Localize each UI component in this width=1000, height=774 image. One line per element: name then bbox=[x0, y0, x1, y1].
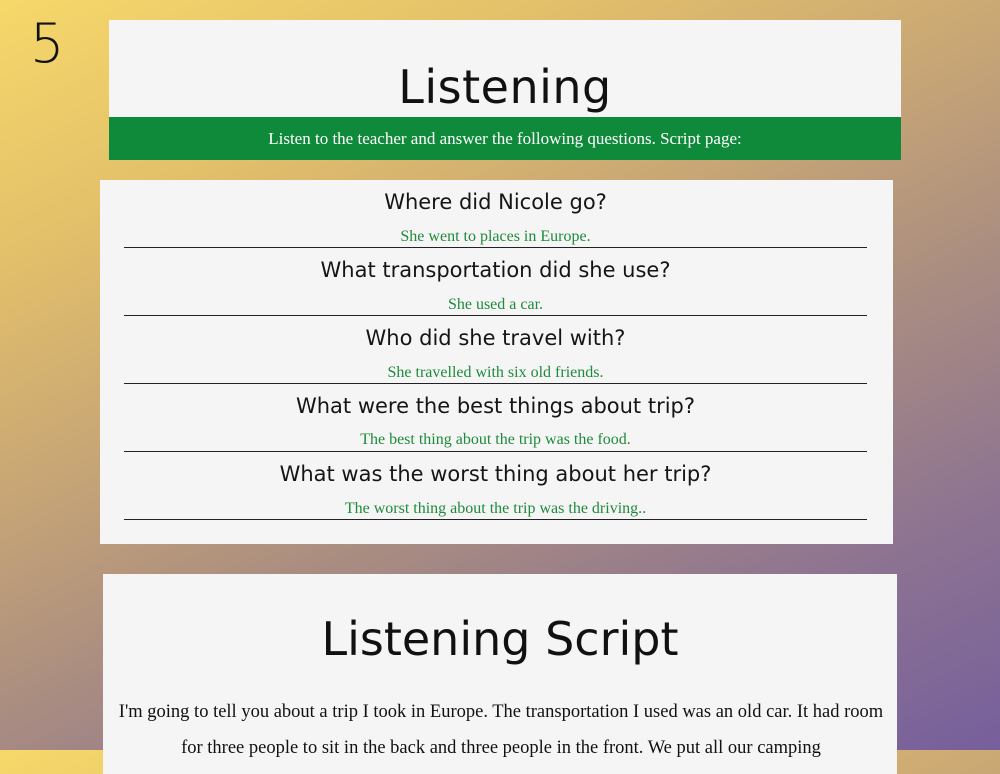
listening-script-card bbox=[103, 574, 897, 774]
page-number: 5 bbox=[30, 12, 65, 75]
answer-line bbox=[124, 519, 867, 520]
question-text: Where did Nicole go? bbox=[384, 190, 607, 214]
question-item bbox=[124, 316, 867, 384]
answer-text: She went to places in Europe. bbox=[400, 228, 591, 245]
script-title: Listening Script bbox=[321, 612, 679, 666]
question-item bbox=[124, 384, 867, 452]
answer-text: The best thing about the trip was the food. bbox=[360, 431, 631, 448]
question-item bbox=[124, 452, 867, 520]
question-text: Who did she travel with? bbox=[365, 326, 626, 350]
answer-text: She travelled with six old friends. bbox=[387, 364, 604, 381]
script-body-text: I'm going to tell you about a trip I took in Europe. The transportation I used was an old car. It had room for three people to sit in the back and three people in the front. We put all our camping bbox=[118, 702, 884, 758]
question-text: What were the best things about trip? bbox=[295, 394, 696, 418]
question-item bbox=[124, 180, 867, 248]
listening-header-card bbox=[109, 20, 901, 160]
instructions-text: Listen to the teacher and answer the following questions. Script page: bbox=[268, 129, 742, 148]
section-title: Listening bbox=[398, 60, 612, 114]
answer-text: The worst thing about the trip was the driving.. bbox=[344, 500, 647, 517]
answer-text: She used a car. bbox=[447, 296, 544, 313]
question-text: What transportation did she use? bbox=[320, 258, 671, 282]
question-text: What was the worst thing about her trip? bbox=[279, 462, 712, 486]
instructions-banner bbox=[109, 117, 901, 160]
question-item bbox=[124, 248, 867, 316]
questions-card bbox=[100, 180, 893, 544]
